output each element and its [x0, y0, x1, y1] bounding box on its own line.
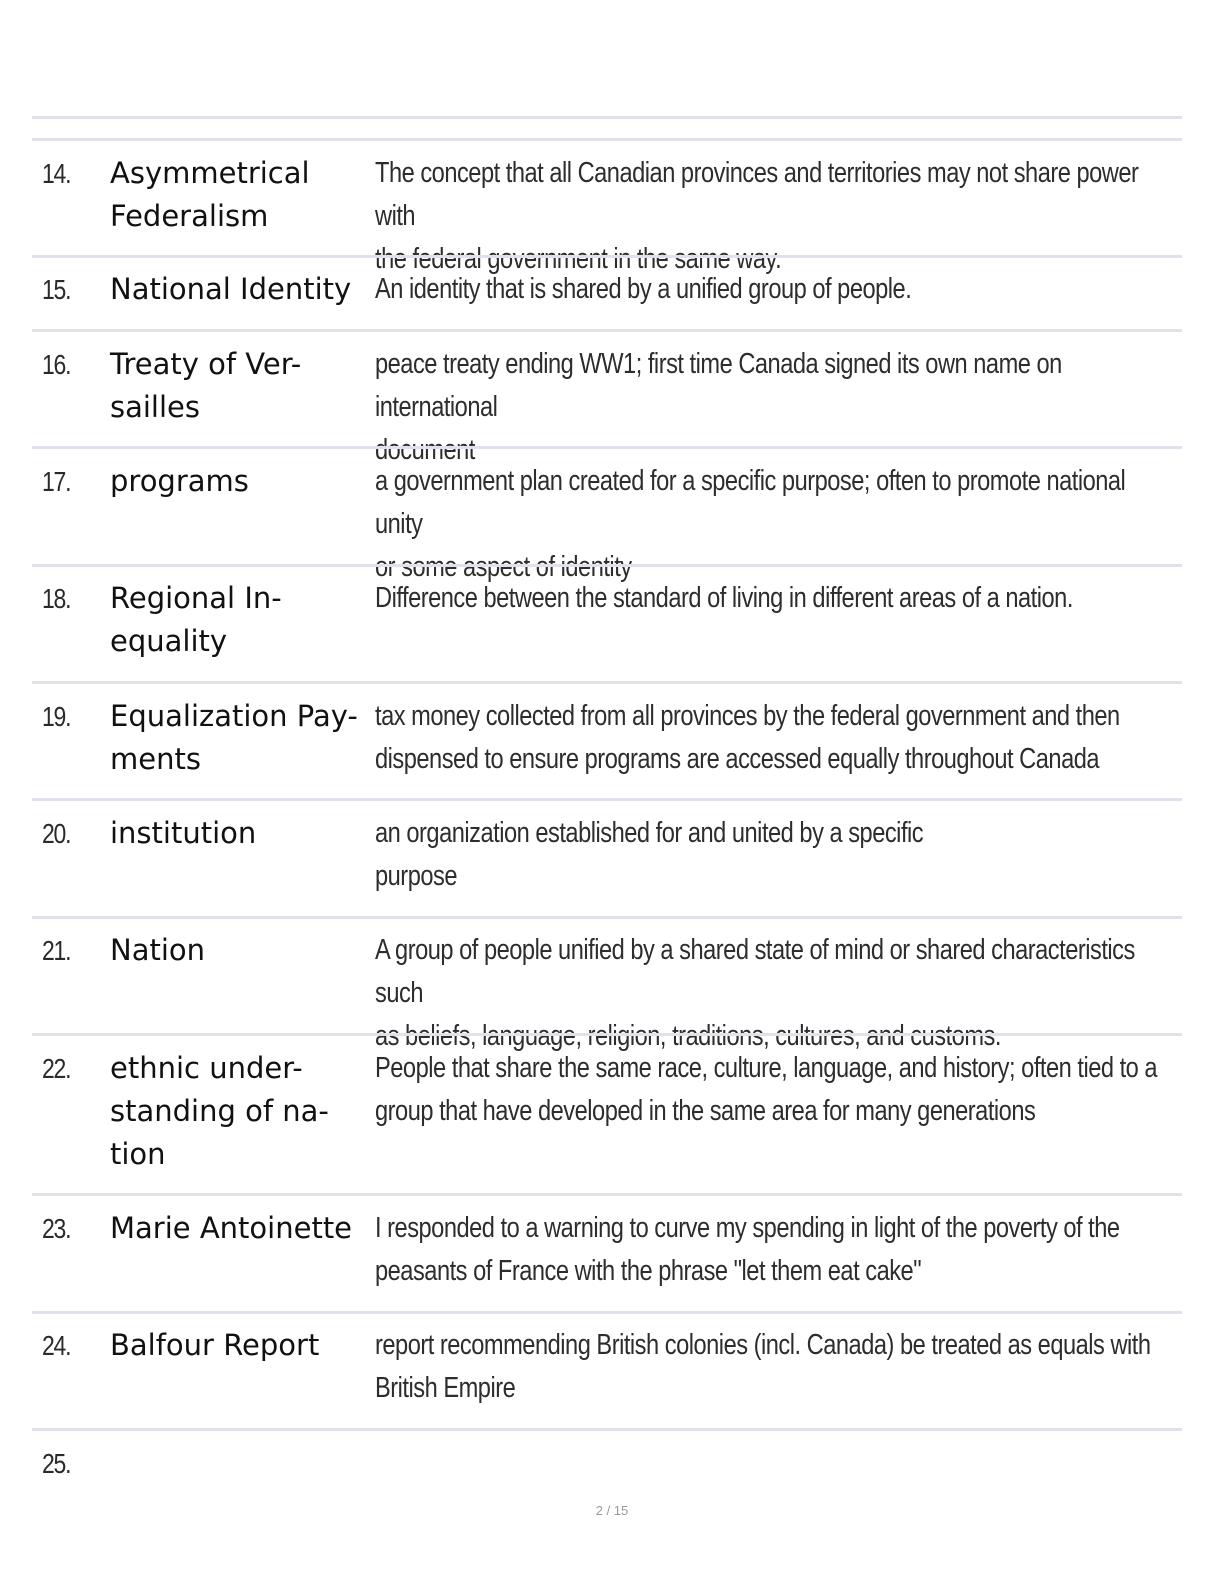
row-number: 17.	[42, 466, 71, 497]
table-header-rule	[32, 138, 1182, 141]
definition: a government plan created for a specific purpose; often to promote national unity or some aspect of identity	[375, 465, 1126, 583]
definition: Difference between the standard of living in different areas of a nation.	[375, 582, 1073, 614]
definition: an organization established for and united by a specific purpose	[375, 817, 924, 892]
row-number: 19.	[42, 701, 71, 732]
term: programs	[110, 464, 249, 498]
term: Marie Antoinette	[110, 1211, 353, 1245]
definition: report recommending British colonies (incl. Canada) be treated as equals with British Empire	[375, 1329, 1151, 1404]
term: National Identity	[110, 272, 352, 306]
definition: peace treaty ending WW1; first time Canada signed its own name on international document	[375, 348, 1062, 466]
row-number: 16.	[42, 349, 71, 380]
row-divider	[32, 916, 1182, 919]
row-number: 20.	[42, 818, 71, 849]
definition: tax money collected from all provinces by the federal government and then dispensed to ensure programs are accessed equally throughout Canada	[375, 700, 1120, 775]
row-number: 22.	[42, 1053, 71, 1084]
row-number: 21.	[42, 935, 71, 966]
row-divider	[32, 681, 1182, 684]
row-number: 23.	[42, 1213, 71, 1244]
table-top-rule	[32, 116, 1182, 119]
term: Nation	[110, 933, 206, 967]
row-number: 18.	[42, 583, 71, 614]
row-divider	[32, 1428, 1182, 1431]
row-divider	[32, 1193, 1182, 1196]
term: Equalization Pay- ments	[110, 699, 358, 776]
definition: People that share the same race, culture, language, and history; often tied to a group that have developed in the same area for many generations	[375, 1052, 1158, 1127]
term: Asymmetrical Federalism	[110, 156, 310, 233]
row-divider	[32, 329, 1182, 332]
term: ethnic under- standing of na- tion	[110, 1051, 329, 1171]
definition: I responded to a warning to curve my spending in light of the poverty of the peasants of France with the phrase "let them eat cake"	[375, 1212, 1120, 1287]
term: Regional In- equality	[110, 581, 282, 658]
term: Treaty of Ver- sailles	[110, 347, 302, 424]
row-divider	[32, 798, 1182, 801]
row-number: 14.	[42, 158, 71, 189]
definition: The concept that all Canadian provinces and territories may not share power with the federal government in the same way.	[375, 157, 1139, 275]
row-divider	[32, 564, 1182, 567]
term: institution	[110, 816, 257, 850]
row-number: 15.	[42, 274, 71, 305]
definition: A group of people unified by a shared state of mind or shared characteristics such as beliefs, language, religion, traditions, cultures, and customs.	[375, 934, 1135, 1052]
row-divider	[32, 1033, 1182, 1036]
definition: An identity that is shared by a unified group of people.	[375, 273, 912, 305]
row-number: 25.	[42, 1448, 71, 1479]
row-divider	[32, 446, 1182, 449]
row-divider	[32, 255, 1182, 258]
row-divider	[32, 1311, 1182, 1314]
term: Balfour Report	[110, 1328, 320, 1362]
page-indicator: 2 / 15	[595, 1503, 629, 1518]
row-number: 24.	[42, 1330, 71, 1361]
